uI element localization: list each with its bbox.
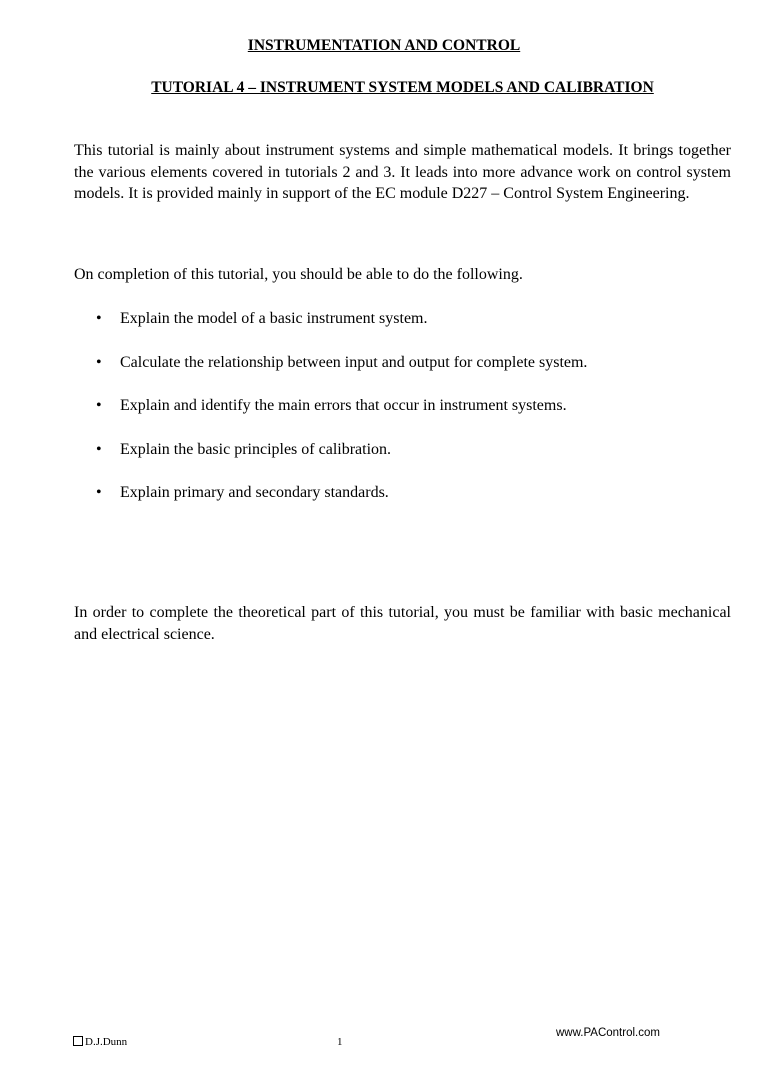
objectives-list bbox=[74, 308, 731, 526]
list-item bbox=[74, 308, 731, 352]
list-item bbox=[74, 395, 731, 439]
bullet-icon: • bbox=[96, 484, 102, 501]
footer-author bbox=[73, 1035, 127, 1049]
list-item-text: Explain the model of a basic instrument system. bbox=[120, 310, 428, 327]
list-item bbox=[74, 439, 731, 483]
copyright-box-icon bbox=[73, 1036, 83, 1046]
list-item bbox=[74, 482, 731, 526]
bullet-icon: • bbox=[96, 440, 102, 458]
objectives-lead: On completion of this tutorial, you should be able to do the following. bbox=[74, 266, 523, 283]
page-subtitle: TUTORIAL 4 – INSTRUMENT SYSTEM MODELS AND CALIBRATION bbox=[151, 79, 654, 96]
bullet-icon: • bbox=[96, 310, 102, 327]
prerequisites-paragraph: In order to complete the theoretical part of this tutorial, you must be familiar with basic mechanical and electrical science. bbox=[74, 604, 731, 643]
page-title: INSTRUMENTATION AND CONTROL bbox=[247, 37, 521, 54]
author-name: D.J.Dunn bbox=[85, 1036, 128, 1048]
intro-paragraph: This tutorial is mainly about instrument systems and simple mathematical models. It brings together the various elements covered in tutorials 2 and 3. It leads into more advance work on control system models. It is provided mainly in support of the EC module D227 – Control System Engineering. bbox=[74, 142, 731, 202]
list-item-text: Calculate the relationship between input and output for complete system. bbox=[120, 353, 588, 371]
list-item-text: Explain primary and secondary standards. bbox=[120, 484, 389, 501]
list-item-text: Explain the basic principles of calibration. bbox=[120, 440, 392, 458]
page-number: 1 bbox=[337, 1036, 343, 1048]
website-link[interactable]: www.PAControl.com bbox=[556, 1027, 660, 1039]
list-item bbox=[74, 352, 731, 396]
bullet-icon: • bbox=[96, 397, 102, 414]
list-item-text: Explain and identify the main errors that occur in instrument systems. bbox=[120, 397, 567, 414]
bullet-icon: • bbox=[96, 353, 102, 371]
